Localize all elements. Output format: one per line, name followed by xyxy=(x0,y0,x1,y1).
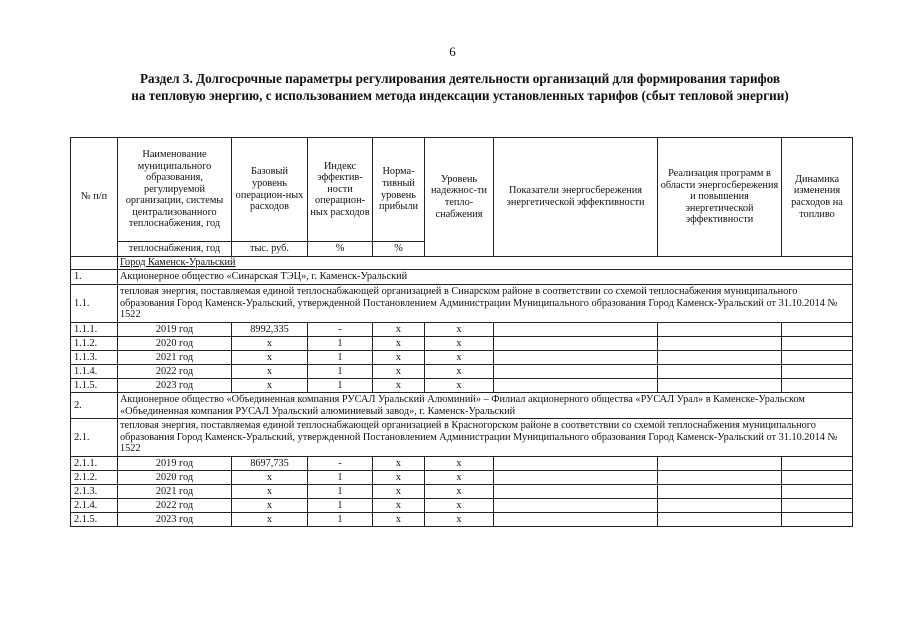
efficiency-index-cell: - xyxy=(308,457,373,471)
base-costs-cell: x xyxy=(232,485,308,499)
year-row xyxy=(71,457,853,471)
efficiency-index-cell: 1 xyxy=(308,379,373,393)
system-description-row xyxy=(71,285,853,323)
energy-saving-indicators-cell xyxy=(494,457,658,471)
header-fuel-dynamics: Динамика изменения расходов на топливо xyxy=(782,138,853,257)
base-costs-cell: x xyxy=(232,365,308,379)
profit-level-cell: x xyxy=(373,337,425,351)
fuel-dynamics-cell xyxy=(782,471,853,485)
fuel-dynamics-cell xyxy=(782,485,853,499)
energy-saving-programs-cell xyxy=(658,457,782,471)
fuel-dynamics-cell xyxy=(782,365,853,379)
energy-saving-programs-cell xyxy=(658,471,782,485)
base-costs-cell: x xyxy=(232,499,308,513)
header-efficiency-index: Индекс эффектив-ности операцион-ных расходов xyxy=(308,138,373,242)
city-name: Город Каменск-Уральский xyxy=(118,257,853,270)
energy-saving-indicators-cell xyxy=(494,499,658,513)
energy-saving-indicators-cell xyxy=(494,513,658,527)
row-number: 2.1.4. xyxy=(71,499,118,513)
header-name: Наименование муниципального образования, регулируемой организации, системы централизованного теплоснабжения, год xyxy=(118,138,232,242)
fuel-dynamics-cell xyxy=(782,499,853,513)
header-profit-level: Норма-тивный уровень прибыли xyxy=(373,138,425,242)
profit-level-cell: x xyxy=(373,471,425,485)
base-costs-cell: 8992,335 xyxy=(232,323,308,337)
year-row xyxy=(71,365,853,379)
efficiency-index-cell: 1 xyxy=(308,485,373,499)
fuel-dynamics-cell xyxy=(782,337,853,351)
base-costs-cell: x xyxy=(232,351,308,365)
fuel-dynamics-cell xyxy=(782,457,853,471)
row-number: 1.1.5. xyxy=(71,379,118,393)
title-line-1: Раздел 3. Долгосрочные параметры регулирования деятельности организаций для формирования тарифов xyxy=(139,71,781,86)
efficiency-index-cell: 1 xyxy=(308,365,373,379)
row-number: 1.1.3. xyxy=(71,351,118,365)
year-row xyxy=(71,379,853,393)
energy-saving-programs-cell xyxy=(658,379,782,393)
base-costs-cell: 8697,735 xyxy=(232,457,308,471)
year-cell: 2019 год xyxy=(118,323,232,337)
efficiency-index-cell: 1 xyxy=(308,499,373,513)
year-row xyxy=(71,351,853,365)
reliability-cell: x xyxy=(425,379,494,393)
system-description-row xyxy=(71,419,853,457)
reliability-cell: x xyxy=(425,485,494,499)
profit-level-cell: x xyxy=(373,499,425,513)
units-base: тыс. руб. xyxy=(232,242,308,257)
profit-level-cell: x xyxy=(373,457,425,471)
profit-level-cell: x xyxy=(373,365,425,379)
year-cell: 2021 год xyxy=(118,485,232,499)
row-number: 2.1.1. xyxy=(71,457,118,471)
energy-saving-indicators-cell xyxy=(494,485,658,499)
city-row xyxy=(71,257,853,270)
year-row xyxy=(71,471,853,485)
fuel-dynamics-cell xyxy=(782,323,853,337)
reliability-cell: x xyxy=(425,499,494,513)
reliability-cell: x xyxy=(425,471,494,485)
profit-level-cell: x xyxy=(373,323,425,337)
fuel-dynamics-cell xyxy=(782,513,853,527)
efficiency-index-cell: 1 xyxy=(308,337,373,351)
organization-row xyxy=(71,270,853,285)
row-number: 1. xyxy=(71,270,118,285)
table-body xyxy=(71,138,853,527)
profit-level-cell: x xyxy=(373,485,425,499)
reliability-cell: x xyxy=(425,365,494,379)
reliability-cell: x xyxy=(425,457,494,471)
base-costs-cell: x xyxy=(232,337,308,351)
header-num: № п/п xyxy=(71,138,118,257)
row-number: 1.1. xyxy=(71,285,118,323)
units-profit: % xyxy=(373,242,425,257)
year-cell: 2022 год xyxy=(118,499,232,513)
organization-name: Акционерное общество «Объединенная компания РУСАЛ Уральский Алюминий» – Филиал акционерного общества «РУСАЛ Урал» в Каменске-Уральском «Объединенная компания РУСАЛ Уральский алюминиевый завод», г. Каменск-Уральский xyxy=(118,393,853,419)
header-base-costs: Базовый уровень операцион-ных расходов xyxy=(232,138,308,242)
tariff-parameters-table xyxy=(70,137,853,527)
energy-saving-programs-cell xyxy=(658,365,782,379)
row-number: 2.1.3. xyxy=(71,485,118,499)
efficiency-index-cell: - xyxy=(308,323,373,337)
base-costs-cell: x xyxy=(232,513,308,527)
energy-saving-indicators-cell xyxy=(494,323,658,337)
efficiency-index-cell: 1 xyxy=(308,351,373,365)
row-number: 1.1.1. xyxy=(71,323,118,337)
header-energy-saving-programs: Реализация программ в области энергосбережения и повышения энергетической эффективности xyxy=(658,138,782,257)
row-number: 1.1.2. xyxy=(71,337,118,351)
system-description: тепловая энергия, поставляемая единой теплоснабжающей организацией в Синарском районе в соответствии со схемой теплоснабжения муниципального образования Город Каменск-Уральский, утвержденной Постановлением Администрации Муниципального образования Город Каменск-Уральский от 31.10.2014 № 1522 xyxy=(118,285,853,323)
units-name: теплоснабжения, год xyxy=(118,242,232,257)
efficiency-index-cell: 1 xyxy=(308,513,373,527)
energy-saving-indicators-cell xyxy=(494,351,658,365)
energy-saving-programs-cell xyxy=(658,499,782,513)
energy-saving-indicators-cell xyxy=(494,471,658,485)
header-row xyxy=(71,138,853,242)
energy-saving-indicators-cell xyxy=(494,379,658,393)
reliability-cell: x xyxy=(425,337,494,351)
energy-saving-programs-cell xyxy=(658,485,782,499)
year-cell: 2020 год xyxy=(118,471,232,485)
efficiency-index-cell: 1 xyxy=(308,471,373,485)
profit-level-cell: x xyxy=(373,513,425,527)
year-cell: 2023 год xyxy=(118,379,232,393)
year-row xyxy=(71,323,853,337)
year-cell: 2023 год xyxy=(118,513,232,527)
reliability-cell: x xyxy=(425,323,494,337)
year-row xyxy=(71,499,853,513)
profit-level-cell: x xyxy=(373,379,425,393)
row-number: 2.1. xyxy=(71,419,118,457)
reliability-cell: x xyxy=(425,351,494,365)
fuel-dynamics-cell xyxy=(782,351,853,365)
base-costs-cell: x xyxy=(232,379,308,393)
year-row xyxy=(71,485,853,499)
year-row xyxy=(71,337,853,351)
energy-saving-indicators-cell xyxy=(494,365,658,379)
energy-saving-programs-cell xyxy=(658,337,782,351)
energy-saving-indicators-cell xyxy=(494,337,658,351)
page-number: 6 xyxy=(449,44,456,59)
document-title xyxy=(60,70,860,104)
units-index: % xyxy=(308,242,373,257)
reliability-cell: x xyxy=(425,513,494,527)
base-costs-cell: x xyxy=(232,471,308,485)
profit-level-cell: x xyxy=(373,351,425,365)
year-row xyxy=(71,513,853,527)
header-reliability: Уровень надежнос-ти тепло-снабжения xyxy=(425,138,494,257)
year-cell: 2021 год xyxy=(118,351,232,365)
organization-row xyxy=(71,393,853,419)
fuel-dynamics-cell xyxy=(782,379,853,393)
year-cell: 2020 год xyxy=(118,337,232,351)
row-number: 2.1.5. xyxy=(71,513,118,527)
title-line-2: на тепловую энергию, с использованием метода индексации установленных тарифов (сбыт тепловой энергии) xyxy=(131,88,789,103)
energy-saving-programs-cell xyxy=(658,323,782,337)
year-cell: 2022 год xyxy=(118,365,232,379)
row-number: 1.1.4. xyxy=(71,365,118,379)
year-cell: 2019 год xyxy=(118,457,232,471)
energy-saving-programs-cell xyxy=(658,513,782,527)
row-number: 2. xyxy=(71,393,118,419)
header-energy-saving-indicators: Показатели энергосбережения энергетической эффективности xyxy=(494,138,658,257)
energy-saving-programs-cell xyxy=(658,351,782,365)
system-description: тепловая энергия, поставляемая единой теплоснабжающей организацией в Красногорском районе в соответствии со схемой теплоснабжения муниципального образования Город Каменск-Уральский, утвержденной Постановлением Администрации Муниципального образования Город Каменск-Уральский от 31.10.2014 № 1522 xyxy=(118,419,853,457)
organization-name: Акционерное общество «Синарская ТЭЦ», г. Каменск-Уральский xyxy=(118,270,853,285)
row-number: 2.1.2. xyxy=(71,471,118,485)
